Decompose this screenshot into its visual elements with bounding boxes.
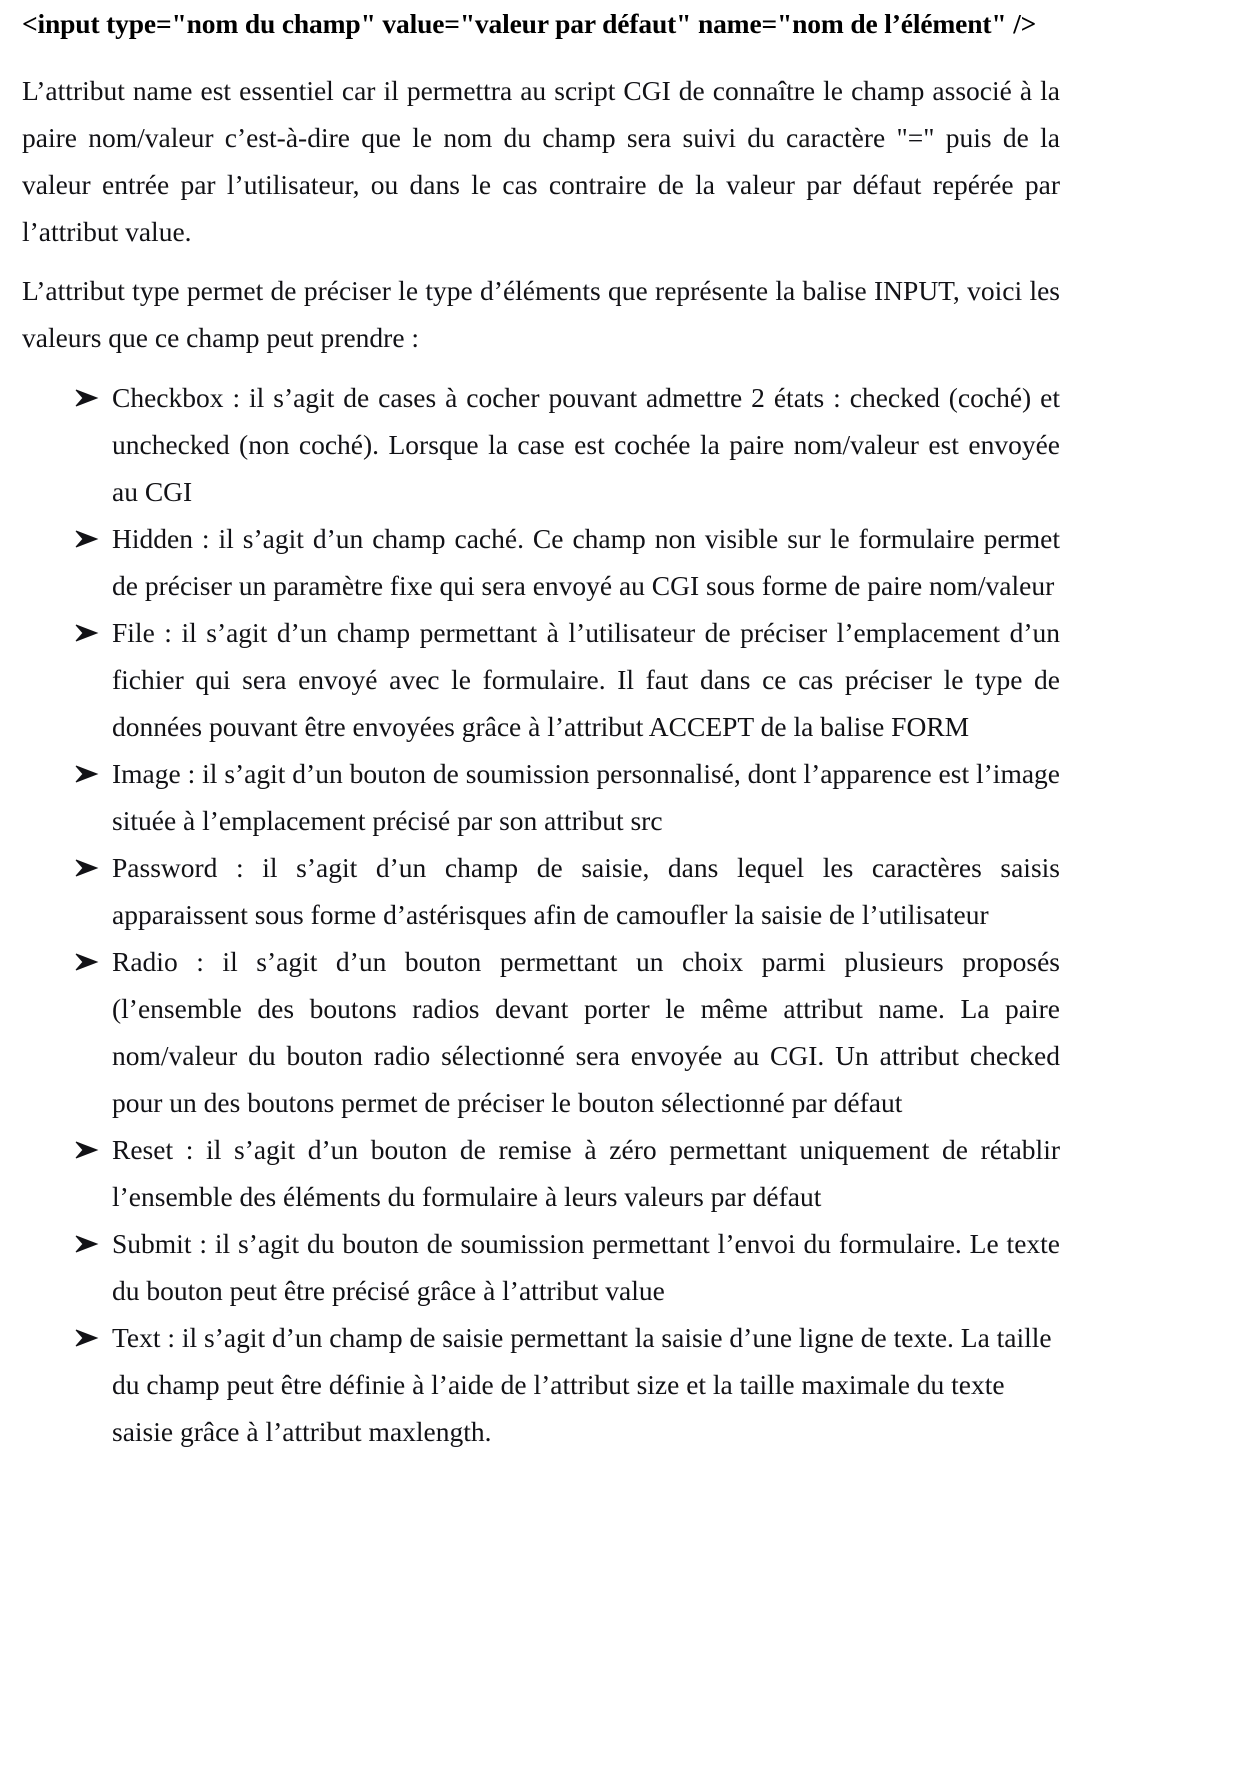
list-item-text: Radio : il s’agit d’un bouton permettant un choix parmi plusieurs proposés (l’ensemble des boutons radios devant porter le même attribut name. La paire nom/valeur du bouton radio sélectionné sera envoyée au CGI. Un attribut checked pour un des boutons permet de préciser le bouton sélectionné par défaut [112,946,1060,1118]
list-item [22,938,1060,1126]
document-content [22,6,1060,1455]
arrowhead-bullet-icon [74,609,104,642]
arrowhead-bullet-icon [74,374,104,407]
list-item-text: Checkbox : il s’agit de cases à cocher pouvant admettre 2 états : checked (coché) et unchecked (non coché). Lorsque la case est cochée la paire nom/valeur est envoyée au CGI [112,382,1060,507]
list-item-text: Reset : il s’agit d’un bouton de remise à zéro permettant uniquement de rétablir l’ensemble des éléments du formulaire à leurs valeurs par défaut [112,1134,1060,1212]
list-item [22,515,1060,609]
list-item [22,1314,1060,1455]
list-item-text: Image : il s’agit d’un bouton de soumission personnalisé, dont l’apparence est l’image située à l’emplacement précisé par son attribut src [112,758,1060,836]
list-item [22,1126,1060,1220]
list-item-text: Hidden : il s’agit d’un champ caché. Ce champ non visible sur le formulaire permet de préciser un paramètre fixe qui sera envoyé au CGI sous forme de paire nom/valeur [112,523,1060,601]
list-item-text: Submit : il s’agit du bouton de soumission permettant l’envoi du formulaire. Le texte du bouton peut être précisé grâce à l’attribut value [112,1228,1060,1306]
list-item-text: Text : il s’agit d’un champ de saisie permettant la saisie d’une ligne de texte. La taille du champ peut être définie à l’aide de l’attribut size et la taille maximale du texte saisie grâce à l’attribut maxlength. [112,1322,1052,1447]
list-item [22,1220,1060,1314]
arrowhead-bullet-icon [74,1220,104,1253]
list-item [22,374,1060,515]
list-item [22,750,1060,844]
arrowhead-bullet-icon [74,750,104,783]
input-types-list [22,374,1060,1455]
list-item [22,844,1060,938]
arrowhead-bullet-icon [74,1314,104,1347]
arrowhead-bullet-icon [74,1126,104,1159]
list-item [22,609,1060,750]
list-item-text: File : il s’agit d’un champ permettant à l’utilisateur de préciser l’emplacement d’un fichier qui sera envoyé avec le formulaire. Il faut dans ce cas préciser le type de données pouvant être envoyées grâce à l’attribut ACCEPT de la balise FORM [112,617,1060,742]
list-item-text: Password : il s’agit d’un champ de saisie, dans lequel les caractères saisis apparaissent sous forme d’astérisques afin de camoufler la saisie de l’utilisateur [112,852,1060,930]
paragraph-type-attribute: L’attribut type permet de préciser le type d’éléments que représente la balise INPUT, voici les valeurs que ce champ peut prendre : [22,275,1060,353]
arrowhead-bullet-icon [74,515,104,548]
paragraph-name-attribute: L’attribut name est essentiel car il permettra au script CGI de connaître le champ associé à la paire nom/valeur c’est-à-dire que le nom du champ sera suivi du caractère "=" puis de la valeur entrée par l’utilisateur, ou dans le cas contraire de la valeur par défaut repérée par l’attribut value. [22,75,1060,247]
code-heading: <input type="nom du champ" value="valeur par défaut" name="nom de l’élément" /> [22,8,1037,39]
arrowhead-bullet-icon [74,844,104,877]
arrowhead-bullet-icon [74,938,104,971]
